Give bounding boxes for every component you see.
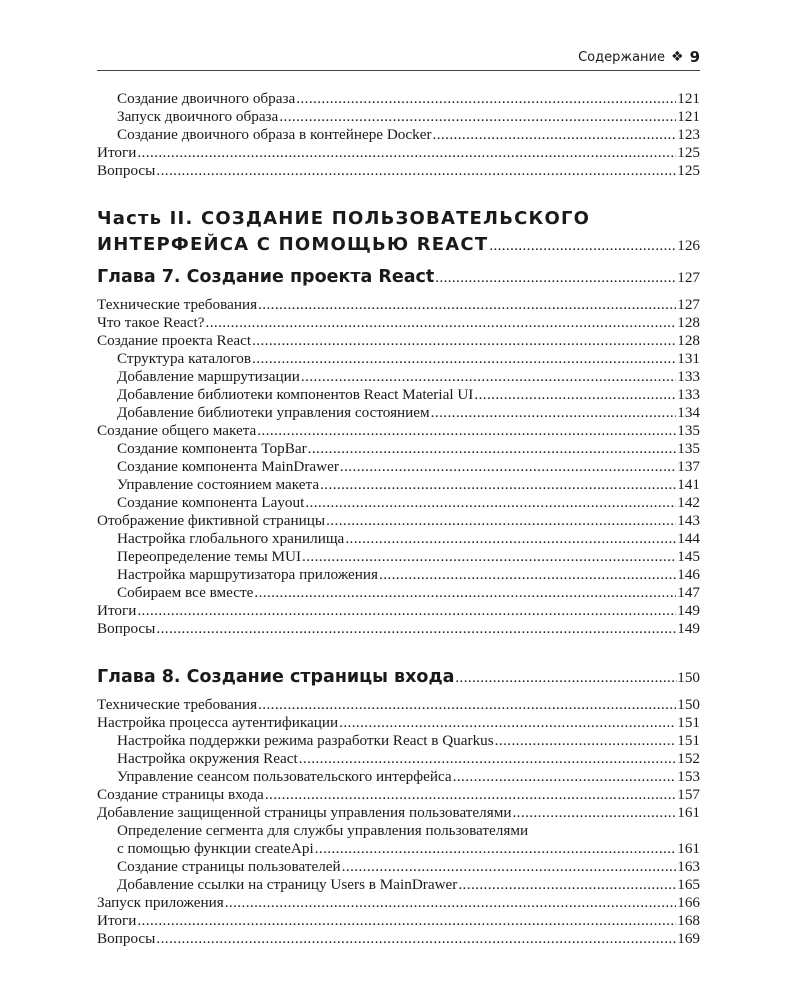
toc-entry-title: Итоги [97,602,137,619]
toc-entry-page: 135 [677,422,700,439]
toc-entry-title: Создание компонента MainDrawer [117,458,339,475]
dot-leader [435,265,677,291]
toc-entry-page: 168 [677,912,700,929]
toc-entry[interactable] [97,422,700,440]
header-section-label: Содержание [578,49,665,65]
toc-entry[interactable] [97,144,700,162]
toc-entry-page: 121 [677,90,700,107]
dot-leader [345,530,676,548]
dot-leader [326,512,676,530]
toc-entry-page: 166 [677,894,700,911]
toc-entry-title: Переопределение темы MUI [117,548,301,565]
toc-entry-page: 161 [677,804,700,821]
dot-leader [254,584,676,602]
dot-leader [206,314,677,332]
toc-entry[interactable] [97,350,700,368]
toc-entry[interactable] [97,894,700,912]
toc-entry-page: 142 [677,494,700,511]
toc-entry-title: Технические требования [97,296,258,313]
part-page-number: 126 [677,237,700,254]
toc-entry-title: Создание компонента Layout [117,494,305,511]
toc-entry-page: 128 [677,332,700,349]
toc-entry-title: Вопросы [97,930,156,947]
toc-entry-page: 165 [677,876,700,893]
toc-entry[interactable] [97,386,700,404]
toc-entry[interactable] [97,584,700,602]
dot-leader [156,162,676,180]
table-of-contents [97,90,700,948]
toc-entry[interactable] [97,512,700,530]
toc-entry-title: Создание двоичного образа в контейнере Docker [117,126,432,143]
toc-entry-title: Технические требования [97,696,258,713]
dot-leader [279,108,676,126]
toc-entry[interactable] [97,768,700,786]
header-text [578,48,700,66]
dot-leader [296,90,676,108]
toc-entry-title: Добавление библиотеки компонентов React Material UI [117,386,474,403]
toc-entry[interactable] [97,822,700,840]
toc-entry[interactable] [97,476,700,494]
toc-entry-page: 163 [677,858,700,875]
toc-entry[interactable] [97,876,700,894]
toc-entry-title: Что такое React? [97,314,205,331]
toc-entry-page: 150 [677,696,700,713]
toc-chapter-7-heading[interactable] [97,264,700,290]
toc-entry[interactable] [97,786,700,804]
toc-entry-page: 127 [677,296,700,313]
toc-entry-title: Добавление защищенной страницы управления пользователями [97,804,512,821]
toc-entry-page: 149 [677,602,700,619]
toc-entry[interactable] [97,548,700,566]
toc-entry[interactable] [97,458,700,476]
chapter-8-page: 150 [677,669,700,686]
toc-entry-title: Структура каталогов [117,350,252,367]
toc-entry-title: Вопросы [97,620,156,637]
toc-entry[interactable] [97,404,700,422]
dot-leader [495,732,677,750]
four-petal-ornament-icon: ❖ [671,49,684,65]
dot-leader [258,296,676,314]
dot-leader [455,665,677,691]
toc-entry-title: Настройка поддержки режима разработки React в Quarkus [117,732,494,749]
toc-entry-title: Создание двоичного образа [117,90,296,107]
toc-entry-page: 152 [677,750,700,767]
dot-leader [252,332,676,350]
toc-entry-title: Добавление маршрутизации [117,368,300,385]
toc-entry[interactable] [97,332,700,350]
dot-leader [252,350,676,368]
toc-entry[interactable] [97,620,700,638]
toc-entry-title: Итоги [97,144,137,161]
toc-entry-title: Управление состоянием макета [117,476,320,493]
toc-entry[interactable] [97,90,700,108]
dot-leader [301,368,676,386]
dot-leader [512,804,676,822]
toc-entry[interactable] [97,566,700,584]
toc-entry-page: 145 [677,548,700,565]
toc-entry-title: Управление сеансом пользовательского интерфейса [117,768,452,785]
toc-entry[interactable] [97,840,700,858]
toc-entry-page: 146 [677,566,700,583]
toc-entry[interactable] [97,368,700,386]
toc-entry[interactable] [97,440,700,458]
dot-leader [257,422,676,440]
toc-entry-page: 151 [677,714,700,731]
header-rule [97,70,700,71]
toc-entry[interactable] [97,930,700,948]
toc-entry[interactable] [97,858,700,876]
toc-entry-title: Отображение фиктивной страницы [97,512,326,529]
dot-leader [137,912,676,930]
toc-entry-page: 143 [677,512,700,529]
toc-entry-page: 128 [677,314,700,331]
toc-entry-title: Добавление библиотеки управления состоянием [117,404,430,421]
toc-entry-title: Создание общего макета [97,422,257,439]
toc-entry-page: 125 [677,162,700,179]
toc-entry-page: 123 [677,126,700,143]
toc-entry[interactable] [97,696,700,714]
toc-entry-page: 151 [677,732,700,749]
toc-entry[interactable] [97,750,700,768]
dot-leader [258,696,676,714]
dot-leader [156,620,676,638]
dot-leader [320,476,676,494]
toc-entry-page: 121 [677,108,700,125]
dot-leader [453,768,677,786]
toc-entry[interactable] [97,714,700,732]
dot-leader [299,750,677,768]
toc-entry-title: Вопросы [97,162,156,179]
dot-leader [315,840,677,858]
toc-entry[interactable] [97,602,700,620]
toc-chapter-8-heading[interactable] [97,664,700,690]
toc-chapter-7-entries [97,296,700,638]
toc-entry-title: Добавление ссылки на страницу Users в MainDrawer [117,876,458,893]
chapter-7-page: 127 [677,269,700,286]
toc-entry-page: 153 [677,768,700,785]
toc-entry-title: Запуск приложения [97,894,224,911]
part-title-line-1: Часть II. СОЗДАНИЕ ПОЛЬЗОВАТЕЛЬСКОГО [97,208,591,229]
dot-leader [433,126,677,144]
dot-leader [458,876,676,894]
toc-entry-page: 161 [677,840,700,857]
dot-leader [342,858,677,876]
dot-leader [225,894,677,912]
toc-entry-page: 133 [677,386,700,403]
toc-entry-title: Настройка глобального хранилища [117,530,345,547]
dot-leader [265,786,676,804]
toc-entry[interactable] [97,912,700,930]
toc-entry-title: Создание проекта React [97,332,252,349]
dot-leader [474,386,676,404]
toc-entry[interactable] [97,494,700,512]
chapter-8-title: Глава 8. Создание страницы входа [97,667,455,687]
toc-entry-page: 135 [677,440,700,457]
toc-entry[interactable] [97,530,700,548]
toc-entry-title: Настройка процесса аутентификации [97,714,339,731]
dot-leader [137,602,676,620]
toc-entry-title: Создание страницы входа [97,786,264,803]
dot-leader [308,440,677,458]
toc-entry[interactable] [97,314,700,332]
dot-leader [305,494,676,512]
dot-leader [489,233,677,259]
toc-entry-title: Создание страницы пользователей [117,858,341,875]
toc-entry[interactable] [97,732,700,750]
dot-leader [379,566,676,584]
toc-entry-page: 131 [677,350,700,367]
toc-entry-title: Определение сегмента для службы управления пользователями [117,822,529,839]
toc-entry[interactable] [97,804,700,822]
dot-leader [339,714,676,732]
dot-leader [340,458,676,476]
toc-entry[interactable] [97,108,700,126]
toc-entry-title: с помощью функции createApi [117,840,314,857]
toc-entry-page: 141 [677,476,700,493]
toc-top-entries [97,90,700,180]
chapter-7-title: Глава 7. Создание проекта React [97,267,435,287]
toc-entry-title: Собираем все вместе [117,584,254,601]
header-page-number: 9 [689,48,700,66]
toc-entry-page: 125 [677,144,700,161]
toc-entry-page: 133 [677,368,700,385]
toc-entry-page: 169 [677,930,700,947]
toc-entry-title: Итоги [97,912,137,929]
toc-part-heading[interactable] [97,206,700,258]
toc-entry-page: 147 [677,584,700,601]
dot-leader [137,144,676,162]
toc-entry-title: Настройка окружения React [117,750,298,767]
toc-entry-title: Настройка маршрутизатора приложения [117,566,378,583]
toc-entry-title: Запуск двоичного образа [117,108,279,125]
toc-entry[interactable] [97,162,700,180]
toc-entry-page: 137 [677,458,700,475]
toc-entry-page: 144 [677,530,700,547]
toc-entry-title: Создание компонента TopBar [117,440,307,457]
dot-leader [156,930,676,948]
part-title-line-2: ИНТЕРФЕЙСА С ПОМОЩЬЮ REACT [97,234,489,255]
toc-entry-page: 149 [677,620,700,637]
toc-entry-page: 157 [677,786,700,803]
toc-entry-page: 134 [677,404,700,421]
toc-entry[interactable] [97,296,700,314]
toc-chapter-8-entries [97,696,700,948]
dot-leader [431,404,677,422]
dot-leader [302,548,676,566]
toc-entry[interactable] [97,126,700,144]
running-header [97,48,700,70]
